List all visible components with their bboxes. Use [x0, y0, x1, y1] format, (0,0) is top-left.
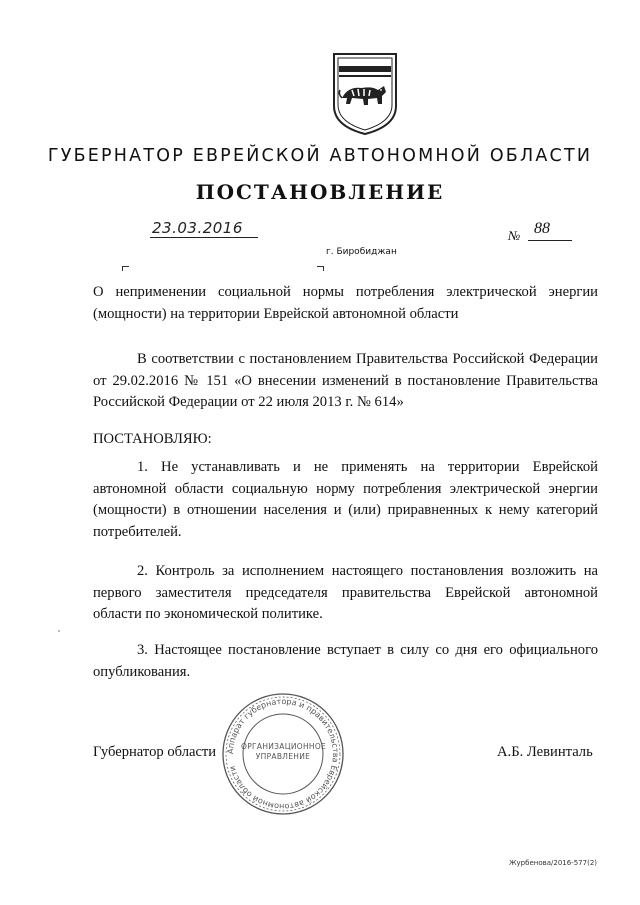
signatory-name: А.Б. Левинталь	[497, 744, 593, 760]
footer-file-code: Журбенова/2016-577(2)	[509, 859, 597, 867]
preamble-paragraph: В соответствии с постановлением Правительства Российской Федерации от 29.02.2016 № 151 «О внесении изменений в постановление Правительства Российской Федерации от 22 июля 2013 г. № 614»	[93, 351, 598, 410]
seal-ring-text: Аппарат губернатора и правительства Еврейской автономной области	[225, 696, 341, 812]
item-3-paragraph: 3. Настоящее постановление вступает в силу со дня его официального опубликования.	[93, 642, 598, 680]
subject-bracket-left	[122, 266, 129, 271]
coat-of-arms-emblem	[328, 52, 402, 136]
date-underline	[150, 237, 258, 238]
number-sign: №	[508, 228, 521, 243]
decree-word: ПОСТАНОВЛЯЮ:	[93, 431, 212, 447]
item-1-paragraph: 1. Не устанавливать и не применять на территории Еврейской автономной области социальную норму потребления электрической энергии (мощности) в отношении населения и (или) приравненных к нему категорий потребителей.	[93, 459, 598, 540]
document-type: ПОСТАНОВЛЕНИЕ	[195, 180, 445, 204]
seal-center-text: ОРГАНИЗАЦИОННОЕ УПРАВЛЕНИЕ	[241, 742, 327, 761]
subject-bracket-right	[317, 266, 324, 271]
scan-speck	[58, 630, 60, 632]
issuer-title: ГУБЕРНАТОР ЕВРЕЙСКОЙ АВТОНОМНОЙ ОБЛАСТИ	[47, 146, 593, 166]
city-label: г. Биробиджан	[326, 247, 397, 257]
signatory-position: Губернатор области	[93, 744, 217, 760]
document-subject: О неприменении социальной нормы потребления электрической энергии (мощности) на территории Еврейской автономной области	[93, 284, 598, 322]
document-date: 23.03.2016	[152, 219, 243, 237]
number-underline	[528, 240, 572, 241]
item-2-paragraph: 2. Контроль за исполнением настоящего постановления возложить на первого заместителя председателя правительства Еврейской автономной области по экономической политике.	[93, 563, 598, 622]
document-number: 88	[534, 220, 550, 237]
